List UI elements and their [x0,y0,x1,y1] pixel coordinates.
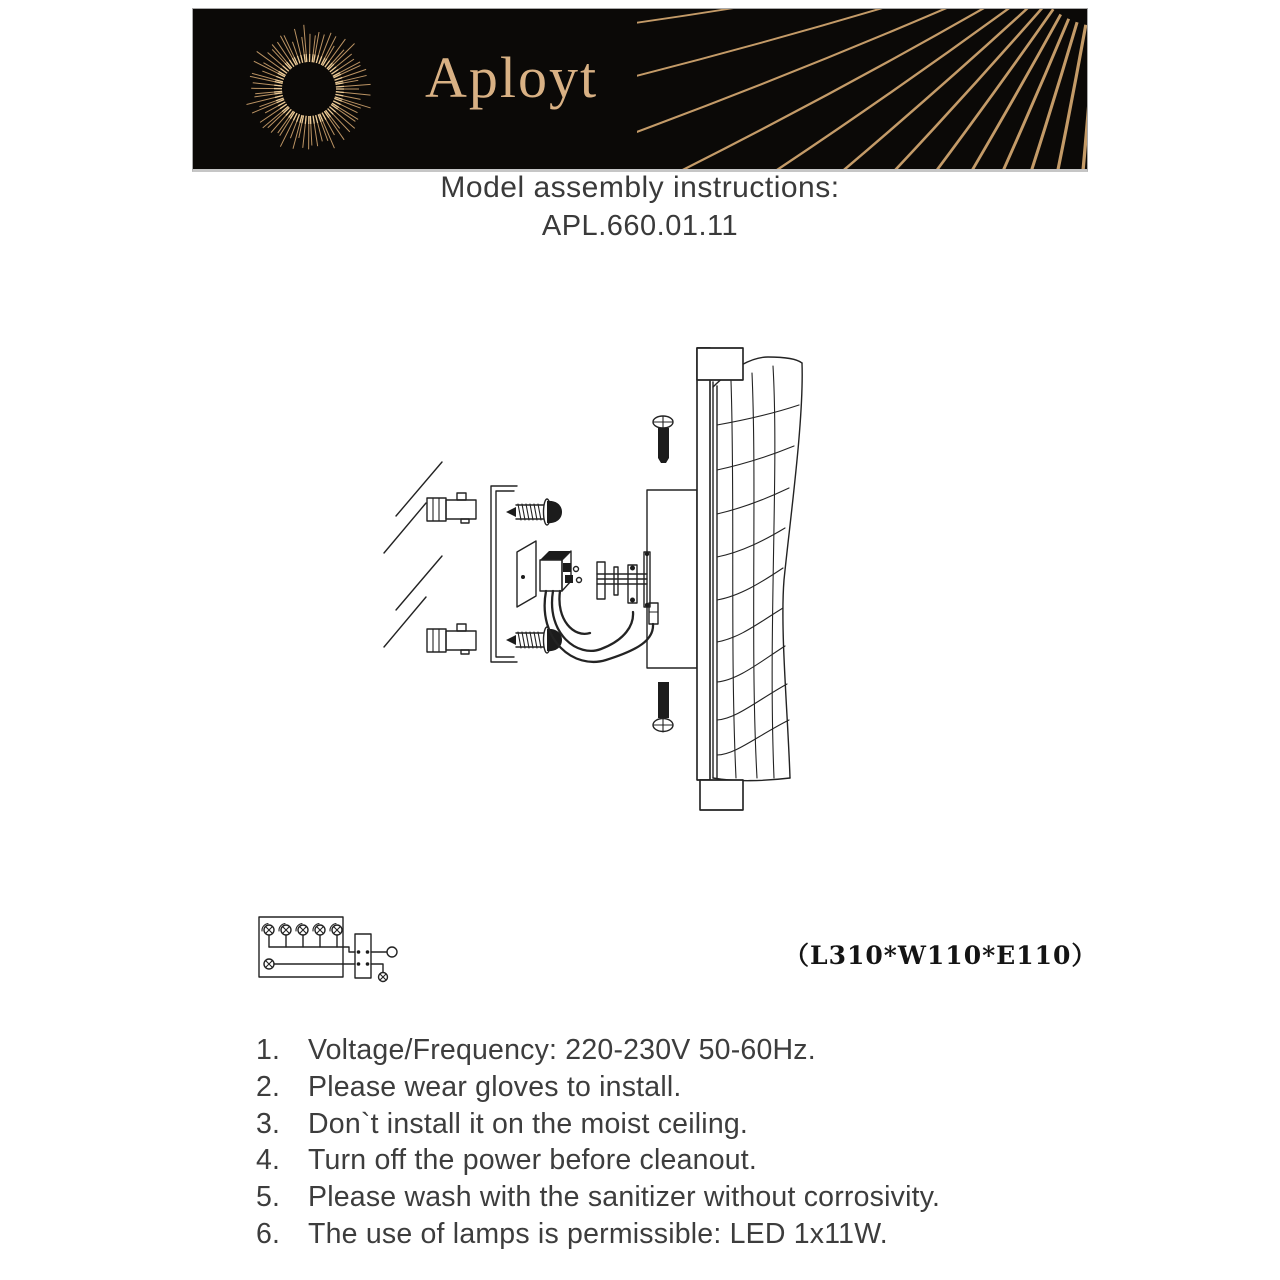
instruction-text: Turn off the power before cleanout. [308,1144,758,1177]
instruction-item [256,1032,940,1069]
instruction-number: 3. [256,1107,281,1140]
lamp-shade [713,357,802,781]
instructions-list [256,1032,940,1253]
canopy-box [644,490,697,668]
terminal-strip [259,917,388,982]
wall-anchor-top [427,493,476,523]
wiring-diagram [252,910,412,996]
wall-plate [517,541,536,607]
instruction-text: Voltage/Frequency: 220-230V 50-60Hz. [308,1034,816,1066]
tapping-screw-top [506,499,562,525]
instruction-item [256,1069,940,1106]
assembly-diagram [378,330,834,840]
connector-block [355,934,371,978]
instruction-number: 6. [256,1217,281,1250]
instruction-text: Please wash with the sanitizer without corrosivity. [308,1181,941,1214]
instruction-number: 2. [256,1070,281,1103]
mounting-shaft [597,562,647,603]
brand-name: Aployt [425,45,599,110]
lead-wires [545,591,658,662]
instruction-text: The use of lamps is permissible: LED 1x11W. [308,1217,888,1250]
instruction-item [256,1142,940,1179]
instruction-item [256,1106,940,1143]
dimensions-label: （L310*W110*E110） [784,941,1098,970]
machine-screw-top [653,416,673,463]
instruction-item [256,1216,940,1253]
instruction-number: 1. [256,1034,281,1066]
model-number: APL.660.01.11 [541,210,739,242]
fan-rays-icon [637,9,1087,169]
sunburst-logo-icon [237,17,381,161]
instruction-text: Please wear gloves to install. [308,1070,682,1103]
brand-banner [192,8,1088,172]
instruction-item [256,1179,940,1216]
junction-block [540,551,582,591]
instruction-number: 4. [256,1144,281,1177]
instruction-text: Don`t install it on the moist ceiling. [308,1107,749,1140]
wall-hatch-lines [384,462,442,647]
wall-anchor-bottom [427,624,476,654]
title-line: Model assembly instructions: [440,171,840,204]
machine-screw-bottom [653,682,673,732]
lamp-backplate [697,348,743,810]
instruction-number: 5. [256,1181,281,1214]
output-leads [371,947,397,972]
page-title [0,171,1280,243]
